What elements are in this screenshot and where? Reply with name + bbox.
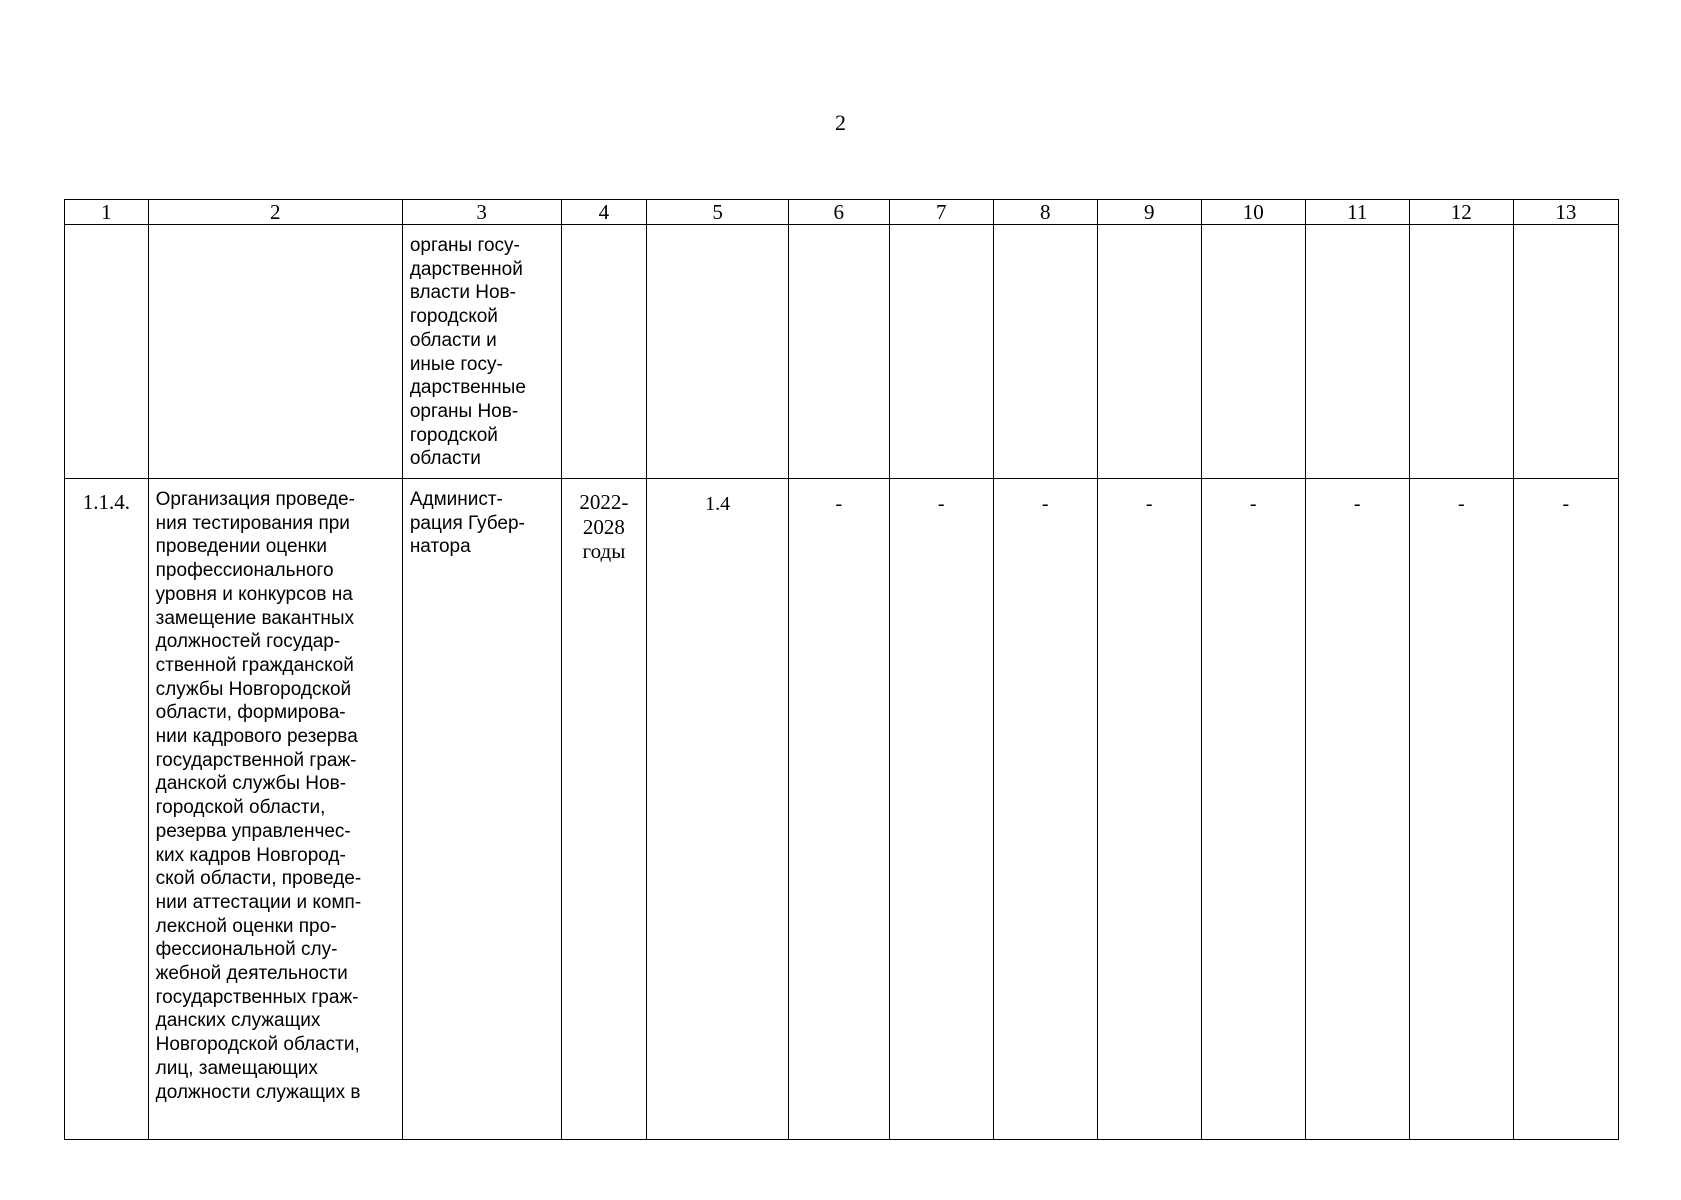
table-cell xyxy=(1201,479,1305,1140)
column-numbers-row xyxy=(65,200,1619,225)
table-cell xyxy=(993,225,1097,479)
indicator-ref: 1.4 xyxy=(705,493,731,515)
column-number: 2 xyxy=(148,200,402,225)
executor-text: Админист- рация Губер- натора xyxy=(409,489,525,558)
table-cell xyxy=(1097,479,1201,1140)
column-number: 6 xyxy=(788,200,889,225)
table-cell xyxy=(788,479,889,1140)
item-number: 1.1.4. xyxy=(82,490,130,514)
column-number: 5 xyxy=(647,200,789,225)
table-cell xyxy=(889,225,993,479)
table-cell xyxy=(647,479,789,1140)
table-cell xyxy=(1409,225,1513,479)
executor-text: органы госу- дарственной власти Нов- городской области и иные госу- дарственные органы Нов- городской области xyxy=(409,235,526,470)
table-cell xyxy=(993,479,1097,1140)
column-number: 13 xyxy=(1513,200,1618,225)
table-cell xyxy=(402,479,561,1140)
table-cell xyxy=(402,225,561,479)
column-number: 7 xyxy=(889,200,993,225)
column-number: 10 xyxy=(1201,200,1305,225)
table-cell xyxy=(1097,225,1201,479)
table-cell xyxy=(1201,225,1305,479)
page-number: 2 xyxy=(835,110,846,135)
column-number: 1 xyxy=(65,200,149,225)
value-dash: - xyxy=(1353,493,1361,515)
table-cell xyxy=(788,225,889,479)
table-cell xyxy=(1409,479,1513,1140)
column-number: 11 xyxy=(1305,200,1409,225)
table-row xyxy=(65,479,1619,1140)
column-number: 3 xyxy=(402,200,561,225)
table-cell xyxy=(561,225,647,479)
column-number: 8 xyxy=(993,200,1097,225)
value-dash: - xyxy=(1249,493,1257,515)
table-cell xyxy=(647,225,789,479)
table-cell xyxy=(1305,225,1409,479)
value-dash: - xyxy=(1457,493,1465,515)
table-cell xyxy=(1305,479,1409,1140)
table-cell xyxy=(1513,479,1618,1140)
value-dash: - xyxy=(1562,493,1570,515)
value-dash: - xyxy=(835,493,843,515)
column-number: 9 xyxy=(1097,200,1201,225)
table-row xyxy=(65,225,1619,479)
table-cell xyxy=(1513,225,1618,479)
column-number: 4 xyxy=(561,200,647,225)
measure-description: Организация проведе- ния тестирования при проведении оценки профессионального уровня и конкурсов на замещение вакантных должностей государ- ственной гражданской службы Новгородской области, формирова- нии кадрового резерва государственной граж- данской службы Нов- городской области, резерва управленчес- ких кадров Новгород- ской области, проведе- нии аттестации и комп- лексной оценки про- фессиональной слу- жебной деятельности государственных граж- данских служащих Новгородской области, лиц, замещающих должности служащих в xyxy=(155,489,362,1103)
table-cell xyxy=(148,225,402,479)
table-cell xyxy=(148,479,402,1140)
period-text: 2022- 2028 годы xyxy=(579,490,629,563)
value-dash: - xyxy=(937,493,945,515)
value-dash: - xyxy=(1041,493,1049,515)
table-cell xyxy=(889,479,993,1140)
value-dash: - xyxy=(1145,493,1153,515)
table-cell xyxy=(561,479,647,1140)
table-cell xyxy=(65,479,149,1140)
column-number: 12 xyxy=(1409,200,1513,225)
table-cell xyxy=(65,225,149,479)
measures-table xyxy=(64,199,1619,1140)
